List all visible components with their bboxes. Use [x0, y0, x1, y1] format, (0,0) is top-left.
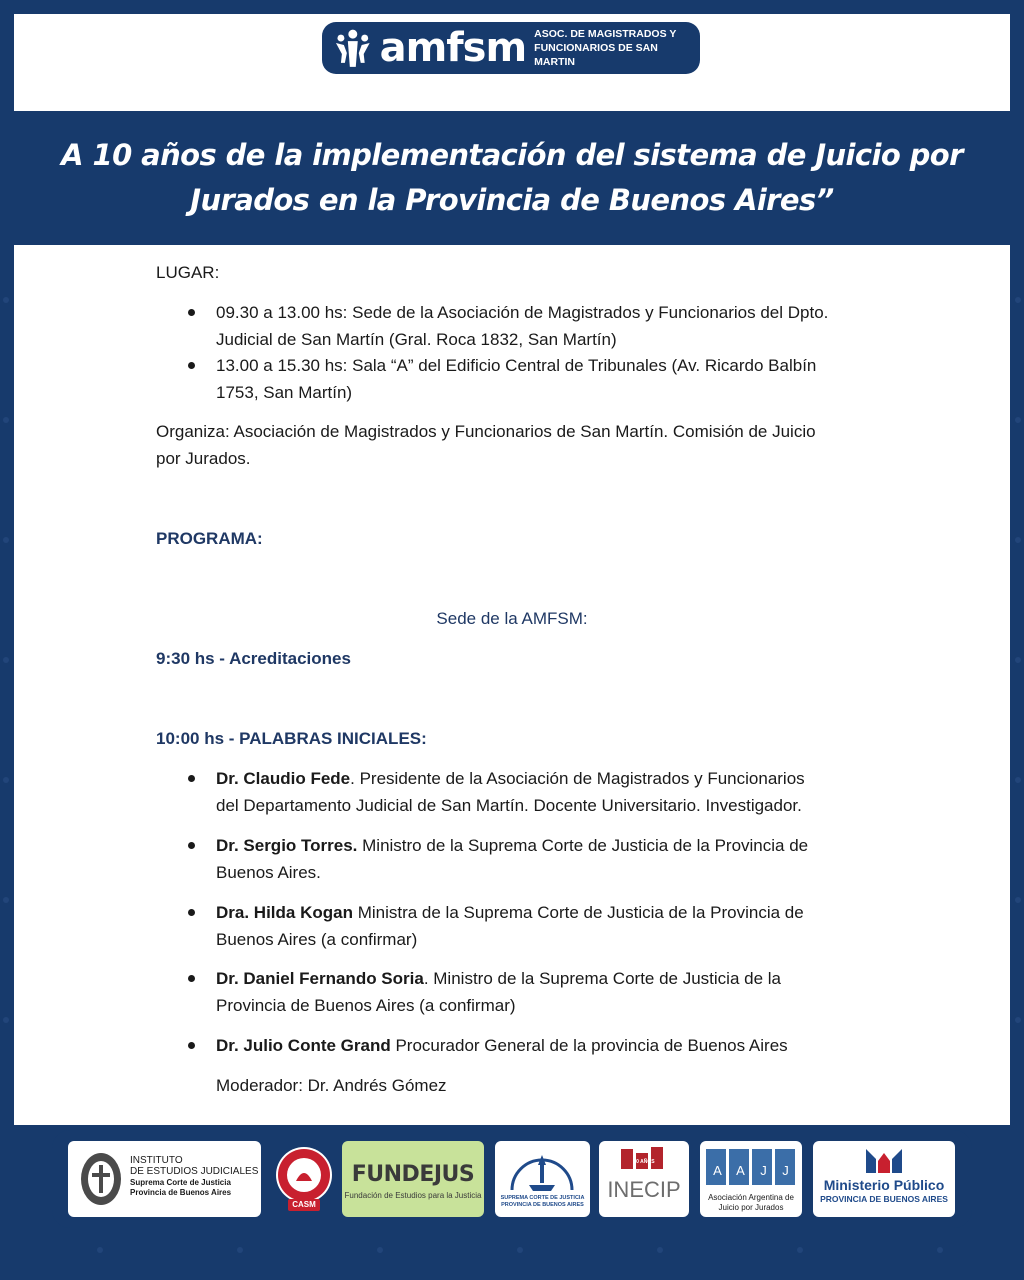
logo-wordmark: amfsm	[379, 25, 527, 71]
logo-subtitle-line2: FUNCIONARIOS DE SAN MARTIN	[534, 42, 658, 68]
lugar-label: LUGAR:	[156, 263, 220, 282]
logo-subtitle	[534, 27, 700, 69]
sponsors-bar	[52, 1130, 972, 1228]
moderador-text: Moderador: Dr. Andrés Gómez	[216, 1076, 447, 1095]
sponsor-casm	[274, 1141, 334, 1217]
ministerio-publico-mark-icon	[866, 1147, 902, 1173]
amfsm-logo	[322, 22, 700, 74]
bullet-icon	[188, 909, 195, 916]
mp-line1: Ministerio Público	[823, 1177, 945, 1193]
aajj-letter: A	[736, 1163, 745, 1178]
sponsor-ministerio-publico	[813, 1141, 955, 1217]
organiza-text	[156, 418, 868, 472]
acreditaciones-heading: 9:30 hs - Acreditaciones	[156, 649, 351, 668]
speaker-item	[216, 1032, 868, 1059]
fundejus-subtitle: Fundación de Estudios para la Justicia	[344, 1191, 482, 1200]
speaker-role-line2: Provincia de Buenos Aires (a confirmar)	[216, 996, 516, 1015]
event-title-line1: A 10 años de la implementación del sistema de Juicio por	[61, 138, 963, 172]
speaker-item	[216, 965, 868, 1019]
lugar-item	[216, 299, 868, 353]
inecip-years: 30 AÑOS	[633, 1159, 655, 1165]
speaker-item	[216, 765, 868, 819]
bullet-icon	[188, 842, 195, 849]
iej-line2: DE ESTUDIOS JUDICIALES	[130, 1166, 259, 1177]
aajj-letter: J	[760, 1163, 767, 1178]
mp-line2: PROVINCIA DE BUENOS AIRES	[820, 1194, 948, 1204]
speaker-role: Ministro de la Suprema Corte de Justicia de la Provincia de	[357, 836, 809, 855]
iej-line4: Provincia de Buenos Aires	[130, 1188, 232, 1197]
sponsor-inecip	[599, 1141, 689, 1217]
sede-heading: Sede de la AMFSM:	[436, 609, 588, 628]
iej-line1: INSTITUTO	[130, 1155, 183, 1166]
bullet-icon	[188, 975, 195, 982]
lugar-item-line2: Judicial de San Martín (Gral. Roca 1832, San Martín)	[216, 330, 617, 349]
scba-line1: SUPREMA CORTE DE JUSTICIA	[500, 1195, 585, 1201]
speaker-name: Dra. Hilda Kogan	[216, 903, 353, 922]
sponsor-aajj	[700, 1141, 802, 1217]
inecip-name: INECIP	[607, 1177, 681, 1202]
justice-emblem-icon	[507, 1145, 577, 1195]
speaker-name: Dr. Julio Conte Grand	[216, 1036, 391, 1055]
speaker-name: Dr. Claudio Fede	[216, 769, 351, 788]
lugar-item-line2: 1753, San Martín)	[216, 383, 353, 402]
speaker-role: . Presidente de la Asociación de Magistrados y Funcionarios	[350, 769, 805, 788]
speaker-item	[216, 832, 868, 886]
aajj-letter: J	[782, 1163, 789, 1178]
aajj-line2: Juicio por Jurados	[718, 1203, 784, 1212]
aajj-letter: A	[713, 1163, 722, 1178]
casm-label: CASM	[292, 1200, 316, 1209]
bullet-icon	[188, 362, 195, 369]
logo-subtitle-line1: ASOC. DE MAGISTRADOS Y	[534, 28, 677, 40]
bullet-icon	[188, 309, 195, 316]
aajj-line1: Asociación Argentina de	[708, 1193, 794, 1202]
sponsor-instituto-estudios-judiciales	[68, 1141, 261, 1217]
bullet-icon	[188, 775, 195, 782]
iej-line3: Suprema Corte de Justicia	[130, 1178, 231, 1187]
bullet-icon	[188, 1042, 195, 1049]
speaker-name: Dr. Sergio Torres.	[216, 836, 358, 855]
fundejus-name: FUNDEJUS	[351, 1162, 475, 1187]
speaker-role: Procurador General de la provincia de Buenos Aires	[390, 1036, 788, 1055]
lugar-item-line1: 13.00 a 15.30 hs: Sala “A” del Edificio Central de Tribunales (Av. Ricardo Balbín	[216, 356, 817, 375]
event-title-line2: Jurados en la Provincia de Buenos Aires”	[190, 183, 834, 217]
people-figures-icon	[332, 28, 374, 68]
speaker-role: . Ministro de la Suprema Corte de Justicia de la	[423, 969, 781, 988]
event-title	[40, 133, 984, 223]
speaker-role-line2: Buenos Aires (a confirmar)	[216, 930, 418, 949]
organiza-line1: Organiza: Asociación de Magistrados y Funcionarios de San Martín. Comisión de Juicio	[156, 422, 816, 441]
speaker-item	[216, 899, 868, 953]
sponsor-suprema-corte	[495, 1141, 590, 1217]
speaker-role-line2: del Departamento Judicial de San Martín. Docente Universitario. Investigador.	[216, 796, 802, 815]
scba-line2: PROVINCIA DE BUENOS AIRES	[501, 1202, 584, 1208]
palabras-iniciales-heading: 10:00 hs - PALABRAS INICIALES:	[156, 729, 427, 748]
sponsor-fundejus	[342, 1141, 484, 1217]
coat-of-arms-icon	[78, 1151, 124, 1207]
organiza-line2: por Jurados.	[156, 449, 251, 468]
lugar-item	[216, 352, 868, 406]
speaker-name: Dr. Daniel Fernando Soria	[216, 969, 424, 988]
speaker-role: Ministra de la Suprema Corte de Justicia de la Provincia de	[352, 903, 804, 922]
speaker-role-line2: Buenos Aires.	[216, 863, 321, 882]
programa-heading: PROGRAMA:	[156, 529, 263, 548]
lugar-item-line1: 09.30 a 13.00 hs: Sede de la Asociación de Magistrados y Funcionarios del Dpto.	[216, 303, 829, 322]
